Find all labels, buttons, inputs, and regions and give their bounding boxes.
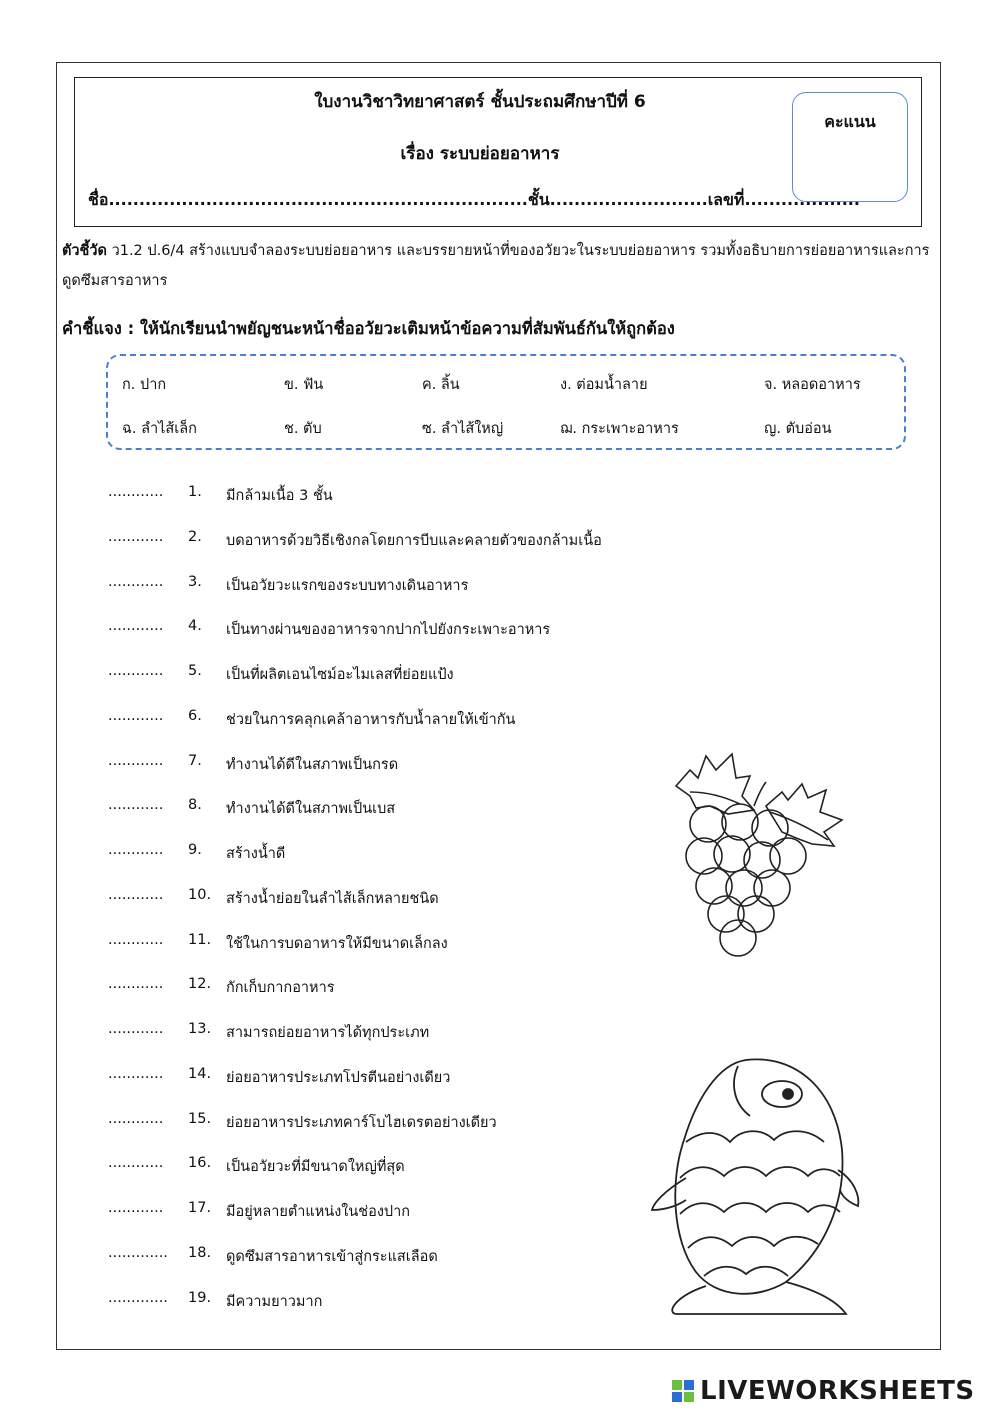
answer-blank[interactable]: ............ xyxy=(108,887,164,903)
liveworksheets-brand: LIVEWORKSHEETS xyxy=(700,1376,975,1406)
question-number: 19. xyxy=(188,1290,212,1306)
question-number: 1. xyxy=(188,484,202,500)
score-box xyxy=(792,92,908,202)
indicator-label: ตัวชี้วัด xyxy=(62,243,107,259)
question-text: เป็นอวัยวะที่มีขนาดใหญ่ที่สุด xyxy=(226,1159,405,1175)
question-number: 14. xyxy=(188,1066,212,1082)
question-text: มีกล้ามเนื้อ 3 ชั้น xyxy=(226,488,333,504)
answer-blank[interactable]: ............ xyxy=(108,1021,164,1037)
answer-blank[interactable]: ............ xyxy=(108,708,164,724)
answer-blank[interactable]: ............ xyxy=(108,484,164,500)
question-number: 11. xyxy=(188,932,212,948)
answer-blank[interactable]: ............ xyxy=(108,797,164,813)
answer-blank[interactable]: ............ xyxy=(108,1066,164,1082)
question-text: ช่วยในการคลุกเคล้าอาหารกับน้ำลายให้เข้ากัน xyxy=(226,712,516,728)
fish-tail xyxy=(672,1282,846,1314)
name-class-number-line: ชื่อ.....................................................................ชั้น..........................เลขที่................... xyxy=(88,190,860,209)
question-number: 7. xyxy=(188,753,202,769)
grape-stem xyxy=(754,782,766,806)
question-number: 15. xyxy=(188,1111,212,1127)
choice-item: ก. ปาก xyxy=(122,377,167,393)
liveworksheets-logo-icon xyxy=(672,1380,696,1404)
answer-blank[interactable]: ............ xyxy=(108,1155,164,1171)
question-number: 17. xyxy=(188,1200,212,1216)
choice-item: ง. ต่อมน้ำลาย xyxy=(560,377,648,393)
answer-blank[interactable]: ............ xyxy=(108,529,164,545)
choice-item: ฌ. กระเพาะอาหาร xyxy=(560,421,679,437)
answer-blank[interactable]: ............ xyxy=(108,663,164,679)
answer-blank[interactable]: ............ xyxy=(108,1111,164,1127)
question-text: เป็นที่ผลิตเอนไซม์อะไมเลสที่ย่อยแป้ง xyxy=(226,667,454,683)
choice-item: ญ. ตับอ่อน xyxy=(764,421,832,437)
question-text: ดูดซึมสารอาหารเข้าสู่กระแสเลือด xyxy=(226,1249,438,1265)
grape-illustration xyxy=(670,748,850,958)
fin-left xyxy=(652,1178,686,1210)
worksheet-title: ใบงานวิชาวิทยาศาสตร์ ชั้นประถมศึกษาปีที่ 6 xyxy=(314,92,646,112)
worksheet-subtitle: เรื่อง ระบบย่อยอาหาร xyxy=(400,144,560,164)
instruction: คำชี้แจง : ให้นักเรียนนำพยัญชนะหน้าชื่ออวัยวะเติมหน้าข้อความที่สัมพันธ์กันให้ถูกต้อง xyxy=(62,319,675,338)
choice-item: ข. ฟัน xyxy=(284,377,324,393)
question-text: ใช้ในการบดอาหารให้มีขนาดเล็กลง xyxy=(226,936,448,952)
leaf-left xyxy=(676,754,754,814)
question-number: 18. xyxy=(188,1245,212,1261)
answer-blank[interactable]: ............ xyxy=(108,574,164,590)
choice-item: จ. หลอดอาหาร xyxy=(764,377,861,393)
answer-blank[interactable]: ............ xyxy=(108,842,164,858)
answer-blank[interactable]: ............. xyxy=(108,1245,168,1261)
question-number: 12. xyxy=(188,976,212,992)
question-text: สร้างน้ำดี xyxy=(226,846,286,862)
indicator-body: ว1.2 ป.6/4 สร้างแบบจำลองระบบย่อยอาหาร และบรรยายหน้าที่ของอวัยวะในระบบย่อยอาหาร รวมทั้งอธิบายการย่อยอาหารและการดูดซึมสารอาหาร xyxy=(62,243,930,289)
choice-item: ช. ตับ xyxy=(284,421,322,437)
question-number: 10. xyxy=(188,887,212,903)
answer-blank[interactable]: ............ xyxy=(108,932,164,948)
fish-illustration xyxy=(646,1050,876,1315)
question-text: สร้างน้ำย่อยในลำไส้เล็กหลายชนิด xyxy=(226,891,439,907)
question-text: บดอาหารด้วยวิธีเชิงกลโดยการบีบและคลายตัวของกล้ามเนื้อ xyxy=(226,533,602,549)
question-number: 3. xyxy=(188,574,202,590)
question-number: 9. xyxy=(188,842,202,858)
question-text: ย่อยอาหารประเภทโปรตีนอย่างเดียว xyxy=(226,1070,451,1086)
question-number: 13. xyxy=(188,1021,212,1037)
question-text: เป็นทางผ่านของอาหารจากปากไปยังกระเพาะอาหาร xyxy=(226,622,551,638)
choice-item: ค. ลิ้น xyxy=(422,377,460,393)
answer-blank[interactable]: ............ xyxy=(108,618,164,634)
question-number: 5. xyxy=(188,663,202,679)
question-text: ทำงานได้ดีในสภาพเป็นเบส xyxy=(226,801,396,817)
answer-blank[interactable]: ............. xyxy=(108,1290,168,1306)
question-number: 6. xyxy=(188,708,202,724)
answer-blank[interactable]: ............ xyxy=(108,753,164,769)
score-label: คะแนน xyxy=(824,112,876,131)
fish-body xyxy=(675,1059,842,1293)
indicator-text xyxy=(62,236,932,296)
question-text: กักเก็บกากอาหาร xyxy=(226,980,335,996)
answer-blank[interactable]: ............ xyxy=(108,1200,164,1216)
choice-item: ฉ. ลำไส้เล็ก xyxy=(122,421,197,437)
question-text: ทำงานได้ดีในสภาพเป็นกรด xyxy=(226,757,399,773)
question-number: 8. xyxy=(188,797,202,813)
question-text: มีความยาวมาก xyxy=(226,1294,323,1310)
question-text: มีอยู่หลายตำแหน่งในช่องปาก xyxy=(226,1204,411,1220)
question-text: เป็นอวัยวะแรกของระบบทางเดินอาหาร xyxy=(226,578,469,594)
question-text: สามารถย่อยอาหารได้ทุกประเภท xyxy=(226,1025,430,1041)
question-number: 16. xyxy=(188,1155,212,1171)
fish-eye xyxy=(762,1081,802,1107)
question-number: 4. xyxy=(188,618,202,634)
question-number: 2. xyxy=(188,529,202,545)
question-text: ย่อยอาหารประเภทคาร์โบไฮเดรตอย่างเดียว xyxy=(226,1115,497,1131)
answer-blank[interactable]: ............ xyxy=(108,976,164,992)
choice-item: ซ. ลำไส้ใหญ่ xyxy=(422,421,504,437)
